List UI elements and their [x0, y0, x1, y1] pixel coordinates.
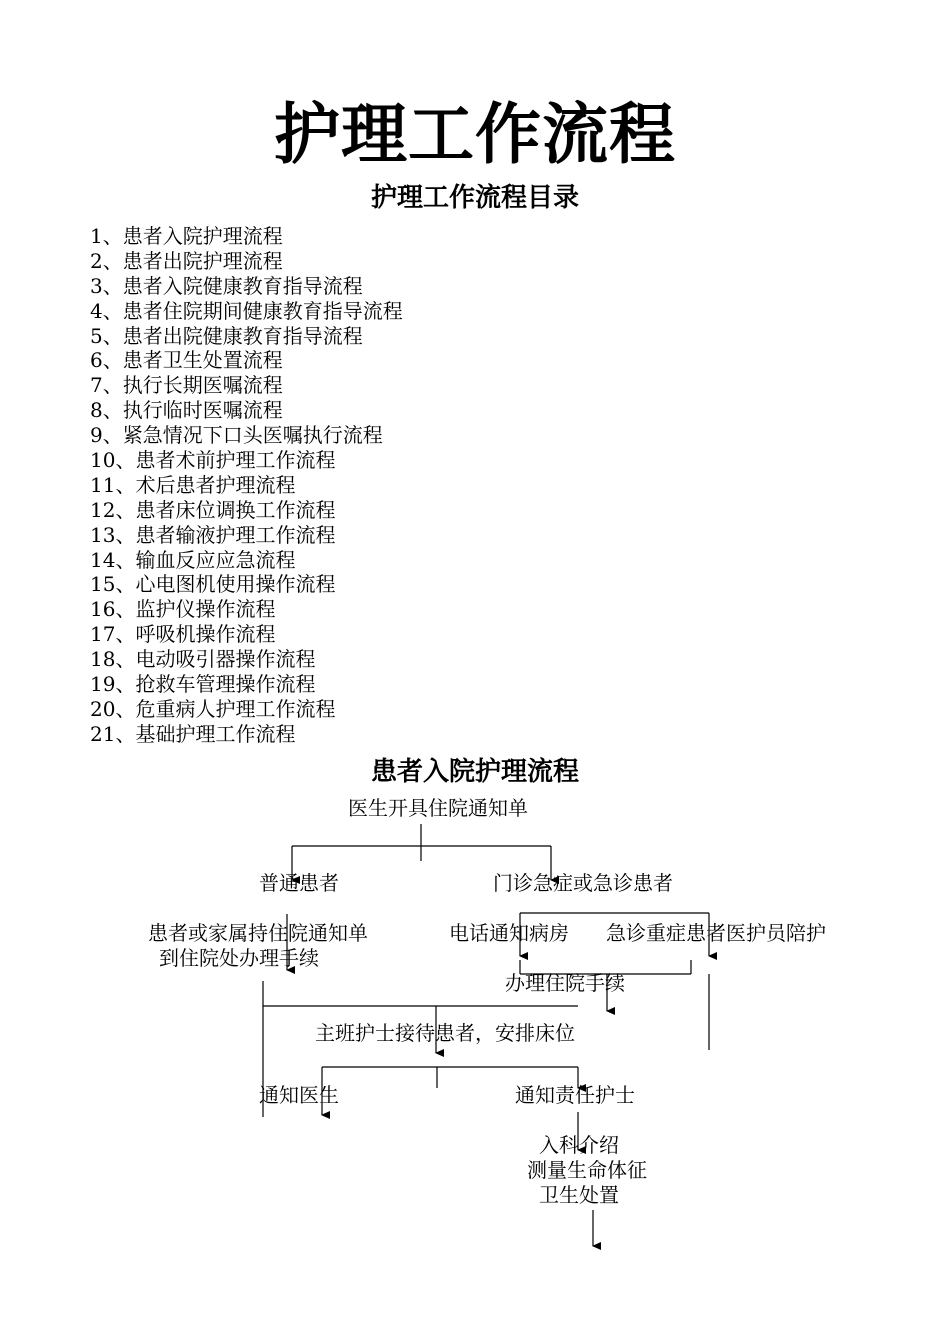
toc-item: 12、患者床位调换工作流程: [90, 497, 336, 522]
flowchart-title: 患者入院护理流程: [370, 757, 579, 787]
toc-item: 13、患者输液护理工作流程: [90, 522, 336, 547]
flow-node-normal-patient: 普通患者: [259, 871, 339, 895]
flow-node-start: 医生开具住院通知单: [348, 796, 528, 820]
toc-item: 7、执行长期医嘱流程: [90, 373, 283, 398]
flow-node-final-line1: 入科介绍: [539, 1133, 619, 1157]
flow-node-head-nurse: 主班护士接待患者，安排床位: [315, 1021, 575, 1045]
toc-item: 4、患者住院期间健康教育指导流程: [90, 298, 403, 323]
toc-item: 11、术后患者护理流程: [90, 472, 296, 497]
toc-item: 6、患者卫生处置流程: [90, 348, 283, 373]
flow-node-escort: 急诊重症患者医护员陪护: [606, 921, 826, 945]
flow-node-phone-ward: 电话通知病房: [449, 921, 569, 945]
flow-node-emergency-patient: 门诊急症或急诊患者: [493, 871, 673, 895]
flow-node-final-line3: 卫生处置: [539, 1183, 619, 1207]
toc-item: 19、抢救车管理操作流程: [90, 672, 316, 697]
document-title: 护理工作流程: [274, 96, 676, 173]
toc-heading: 护理工作流程目录: [370, 183, 579, 213]
toc-item: 14、输血反应应急流程: [90, 547, 296, 572]
toc-item: 10、患者术前护理工作流程: [90, 448, 336, 473]
toc-item: 17、呼吸机操作流程: [90, 622, 276, 647]
toc-item: 2、患者出院护理流程: [90, 248, 283, 273]
flow-node-final-line2: 测量生命体征: [527, 1158, 647, 1182]
toc-item: 16、监护仪操作流程: [90, 597, 276, 622]
flow-node-family-line1: 患者或家属持住院通知单: [148, 921, 368, 945]
flow-node-notify-nurse: 通知责任护士: [515, 1083, 635, 1107]
toc-item: 1、患者入院护理流程: [90, 224, 283, 248]
toc-item: 18、电动吸引器操作流程: [90, 647, 316, 672]
toc-item: 3、患者入院健康教育指导流程: [90, 273, 363, 298]
flow-node-notify-doctor: 通知医生: [259, 1083, 339, 1107]
toc-item: 15、心电图机使用操作流程: [90, 572, 336, 597]
toc-item: 20、危重病人护理工作流程: [90, 696, 336, 721]
toc-item: 9、紧急情况下口头医嘱执行流程: [90, 423, 383, 448]
toc-item: 5、患者出院健康教育指导流程: [90, 323, 363, 348]
flow-node-admission: 办理住院手续: [505, 971, 625, 995]
toc-item: 8、执行临时医嘱流程: [90, 398, 283, 423]
toc-item: 21、基础护理工作流程: [90, 721, 296, 746]
flow-node-family-line2: 到住院处办理手续: [159, 946, 319, 970]
